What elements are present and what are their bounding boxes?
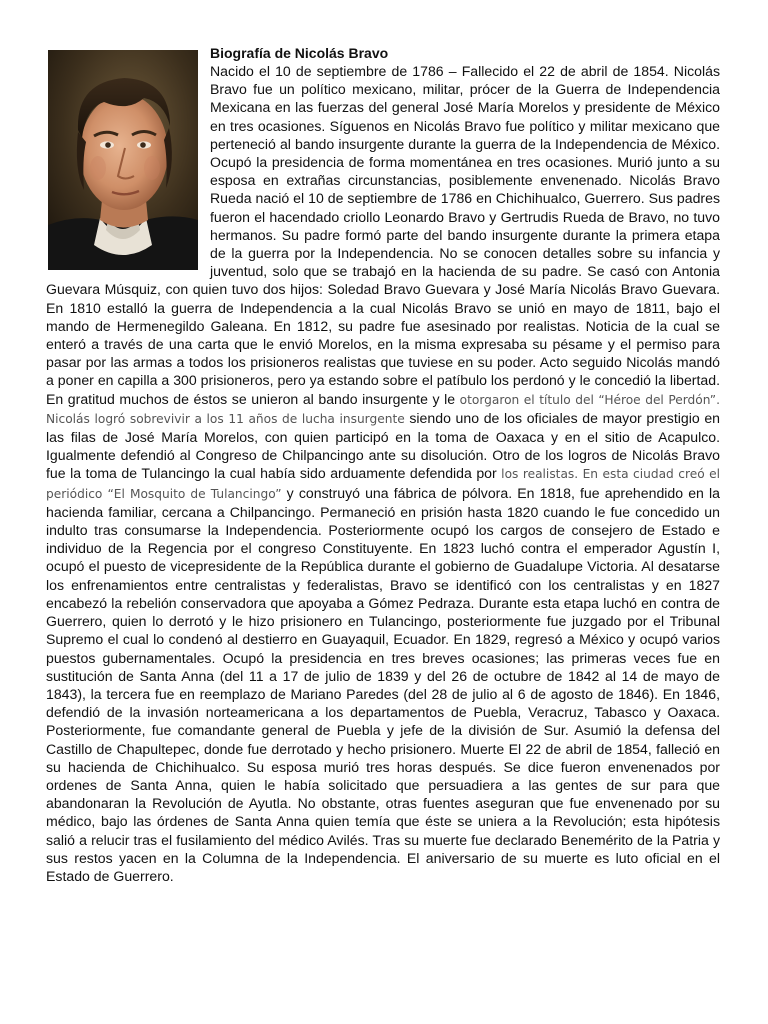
body-text-part-1: Nacido el 10 de septiembre de 1786 – Fallecido el 22 de abril de 1854. Nicolás Bravo fue un político mexicano, militar, prócer de la Guerra de Independencia Mexicana en las fuerzas del general José María Morelos y presidente de México en tres ocasiones. Síguenos en Nicolás Bravo fue político y militar mexicano que perteneció al bando insurgente durante la guerra de la Independencia de México. Ocupó la presidencia de forma momentánea en tres ocasiones. Murió junto a su esposa en extrañas circunstancias, posiblemente envenenado. Nicolás Bravo Rueda nació el 10 de septiembre de 1786 en Chichihualco, Guerrero. Sus padres fueron el hacendado criollo Leonardo Bravo y Gertrudis Rueda de Bravo, no tuvo hermanos. Su padre formó parte del bando insurgente durante la primera etapa de la guerra por la Independencia. No se conocen detalles sobre su infancia y juventud, solo que se trabajó en la hacienda de su padre. Se casó con Antonia Guevara Músquiz, con quien tuvo dos hijos: Soledad Bravo Guevara y José María Nicolás Bravo Guevara. En 1810 estalló la guerra de Independencia a la cual Nicolás Bravo se unió en mayo de 1811, bajo el mando de Hermenegildo Galeana. En 1812, su padre fue asesinado por realistas. Noticia de la cual se enteró a través de una carta que le envió Morelos, en la misma expresaba su pésame y el permiso para pasar por las armas a todos los prisioneros realistas que tuviese en su poder. Acto seguido Nicolás mandó a poner en capilla a 300 prisioneros, pero ya estando sobre el patíbulo los perdonó y le concedió la libertad. En gratitud muchos de éstos se unieron al bando insurgente y le — [46, 63, 720, 407]
body-text-gray-1: otorgaron el título del “Héroe del Perdón”. Nicolás logró sobrevivir a los 11 años de lucha insurgente — [46, 392, 720, 426]
body-text-part-3: y construyó una fábrica de pólvora. En 1818, fue aprehendido en la hacienda familiar, cercana a Chilpancingo. Permaneció en prisión hasta 1820 cuando le fue concedido un indulto tras consumarse la Independencia. Posteriormente ocupó los cargos de consejero de Estado e individuo de la Regencia por el congreso Constituyente. En 1823 luchó contra el emperador Agustín I, ocupó el puesto de vicepresidente de la República durante el gobierno de Guadalupe Victoria. Al desatarse los enfrenamientos entre centralistas y federalistas, Bravo se identificó con los centralistas y en 1827 encabezó la rebelión conservadora que apoyaba a Gómez Pedraza. Durante esta etapa luchó en contra de Guerrero, quien lo derrotó y le hizo prisionero en Tulancingo, posteriormente fue juzgado por el Tribunal Supremo el cual lo condenó al destierro en Guayaquil, Ecuador. En 1829, regresó a México y ocupó varios puestos gubernamentales. Ocupó la presidencia en tres breves ocasiones; las primeras veces fue en sustitución de Santa Anna (del 11 a 17 de julio de 1839 y del 26 de octubre de 1842 al 14 de mayo de 1843), la tercera fue en reemplazo de Mariano Paredes (del 28 de julio al 6 de agosto de 1846). En 1846, defendió de la invasión norteamericana a los departamentos de Puebla, Veracruz, Tabasco y Oaxaca. Posteriormente, fue comandante general de Puebla y jefe de la división de Sur. Asumió la defensa del Castillo de Chapultepec, donde fue derrotado y hecho prisionero. Muerte El 22 de abril de 1854, falleció en su hacienda de Chichihualco. Su esposa murió tres horas después. Se dice fueron envenenados por ordenes de Santa Anna, quien le había solicitado que persuadiera a las gentes de sur para que abandonaran la Revolución de Ayutla. No obstante, otras fuentes aseguran que fue envenenado por su médico, bajo las órdenes de Santa Anna quien temía que éste se uniera a la Revolución; esta hipótesis salió a relucir tras el fusilamiento del médico Avilés. Tras su muerte fue declarado Benemérito de la Patria y sus restos yacen en la Columna de la Independencia. El aniversario de su muerte es luto oficial en el Estado de Guerrero. — [46, 484, 720, 884]
document-title: Biografía de Nicolás Bravo — [210, 45, 389, 61]
body-text-part-2: siendo uno de los oficiales de mayor prestigio en las filas de José María Morelos, con quien participó en la toma de Oaxaca y en el sitio de Acapulco. Igualmente defendió al Congreso de Chilpancingo ante su disolución. Otro de los logros de Nicolás Bravo fue la toma de Tulancingo la cual había sido arduamente defendida por — [46, 409, 720, 482]
body-text-gray-2: los realistas. En esta ciudad creó el periódico “El Mosquito de Tulancingo” — [46, 467, 720, 501]
portrait-image — [48, 50, 198, 270]
